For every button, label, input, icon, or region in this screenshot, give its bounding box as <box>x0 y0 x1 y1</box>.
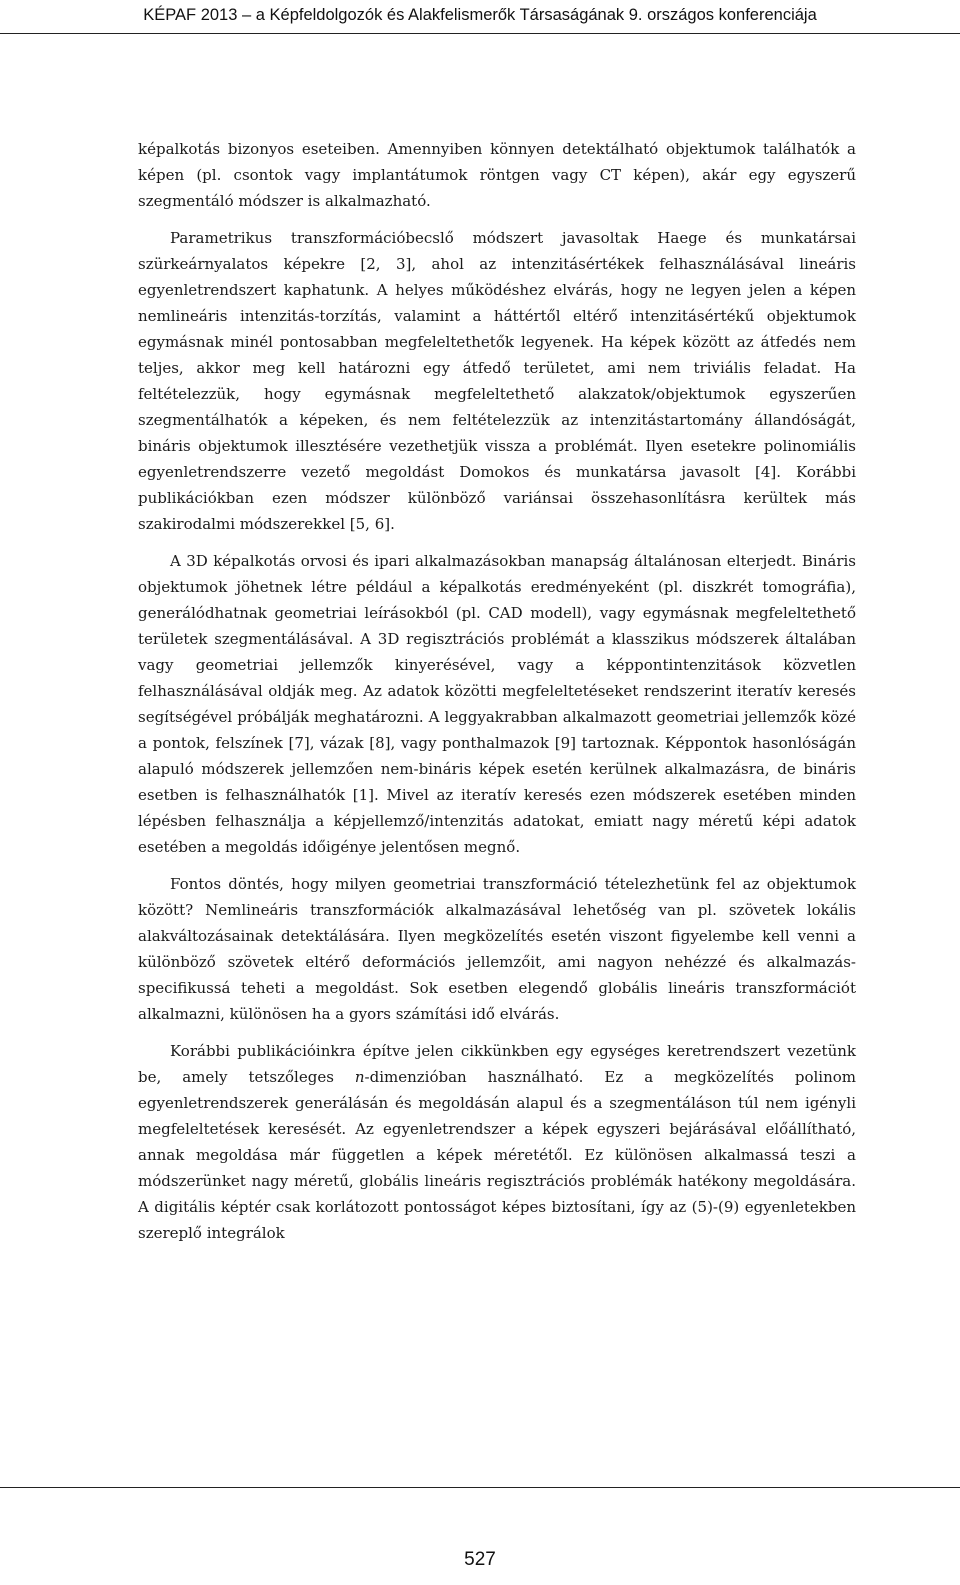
math-variable-n: n <box>354 1068 365 1086</box>
running-header <box>0 0 960 34</box>
page-number: 527 <box>464 1549 496 1570</box>
paragraph-3d-imaging: A 3D képalkotás orvosi és ipari alkalmazásokban manapság általánosan elterjedt. Bináris objektumok jöhetnek létre például a képalkotás eredményeként (pl. diszkrét tomográfia), generálódhatnak geometriai leírásokból (pl. CAD modell), vagy egymásnak megfeleltethető területek szegmentálásával. A 3D regisztrációs problémát a klasszikus módszerek általában vagy geometriai jellemzők kinyerésével, vagy a képpontintenzitások közvetlen felhasználásával oldják meg. Az adatok közötti megfeleltetéseket rendszerint iteratív keresés segítségével próbálják meghatározni. A leggyakrabban alkalmazott geometriai jellemzők közé a pontok, felszínek [7], vázak [8], vagy ponthalmazok [9] tartoznak. Képpontok hasonlóságán alapuló módszerek jellemzően nem-bináris képek esetén kerülnek alkalmazásra, de bináris esetben is felhasználhatók [1]. Mivel az iteratív keresés ezen módszerek esetében minden lépésben felhasználja a képjellemző/intenzitás adatokat, emiatt nagy méretű képi adatok esetében a megoldás időigénye jelentősen megnő. <box>138 552 856 856</box>
article-body <box>138 136 856 1246</box>
framework-text-start: Korábbi publikációinkra építve jelen cikkünkben egy egységes keretrendszert vezetünk be, amely tetszőleges <box>138 1042 856 1086</box>
footer-divider <box>0 1487 960 1488</box>
framework-text-end: -dimenzióban használható. Ez a megközelítés polinom egyenletrendszerek generálásán és megoldásán alapul és a szegmentáláson túl nem igényli megfeleltetések keresését. Az egyenletrendszer a képek egyszeri bejárásával előállítható, annak megoldása már független a képek méretétől. Ez különösen alkalmassá teszi a módszerünket nagy méretű, globális lineáris regisztrációs problémák hatékony megoldására. A digitális képtér csak korlátozott pontosságot képes biztosítani, így az (5)-(9) egyenletekben szereplő integrálok <box>138 1068 857 1242</box>
conference-title: KÉPAF 2013 – a Képfeldolgozók és Alakfelismerők Társaságának 9. országos konferenciája <box>143 6 817 24</box>
paragraph-geometric-transformation: Fontos döntés, hogy milyen geometriai transzformáció tételezhetünk fel az objektumok között? Nemlineáris transzformációk alkalmazásával lehetőség van pl. szövetek lokális alakváltozásainak detektálására. Ilyen megközelítés esetén viszont figyelembe kell venni a különböző szövetek eltérő deformációs jellemzőit, ami nagyon nehézzé és alkalmazás-specifikussá teheti a megoldást. Sok esetben elegendő globális lineáris transzformációt alkalmazni, különösen ha a gyors számítási idő elvárás. <box>138 875 856 1023</box>
paragraph-parametric-methods: Parametrikus transzformációbecslő módszert javasoltak Haege és munkatársai szürkeárnyalatos képekre [2, 3], ahol az intenzitásértékek felhasználásával lineáris egyenletrendszert kaphatunk. A helyes működéshez elvárás, hogy ne legyen jelen a képen nemlineáris intenzitás-torzítás, valamint a háttértől eltérő intenzitásértékű objektumok egymásnak minél pontosabban megfeleltethetők legyenek. Ha képek között az átfedés nem teljes, akkor meg kell határozni egy átfedő területet, ami nem triviális feladat. Ha feltételezzük, hogy egymásnak megfeleltethető alakzatok/objektumok egyszerűen szegmentálhatók a képeken, és nem feltételezzük az intenzitástartomány állandóságát, bináris objektumok illesztésére vezethetjük vissza a problémát. Ilyen esetekre polinomiális egyenletrendszerre vezető megoldást Domokos és munkatársa javasolt [4]. Korábbi publikációkban ezen módszer különböző variánsai összehasonlításra kerültek más szakirodalmi módszerekkel [5, 6]. <box>138 229 856 533</box>
paragraph-intro-continuation: képalkotás bizonyos eseteiben. Amennyiben könnyen detektálható objektumok találhatók a képen (pl. csontok vagy implantátumok röntgen vagy CT képen), akár egy egyszerű szegmentáló módszer is alkalmazható. <box>138 140 856 210</box>
paragraph-proposed-framework <box>138 1038 856 1246</box>
